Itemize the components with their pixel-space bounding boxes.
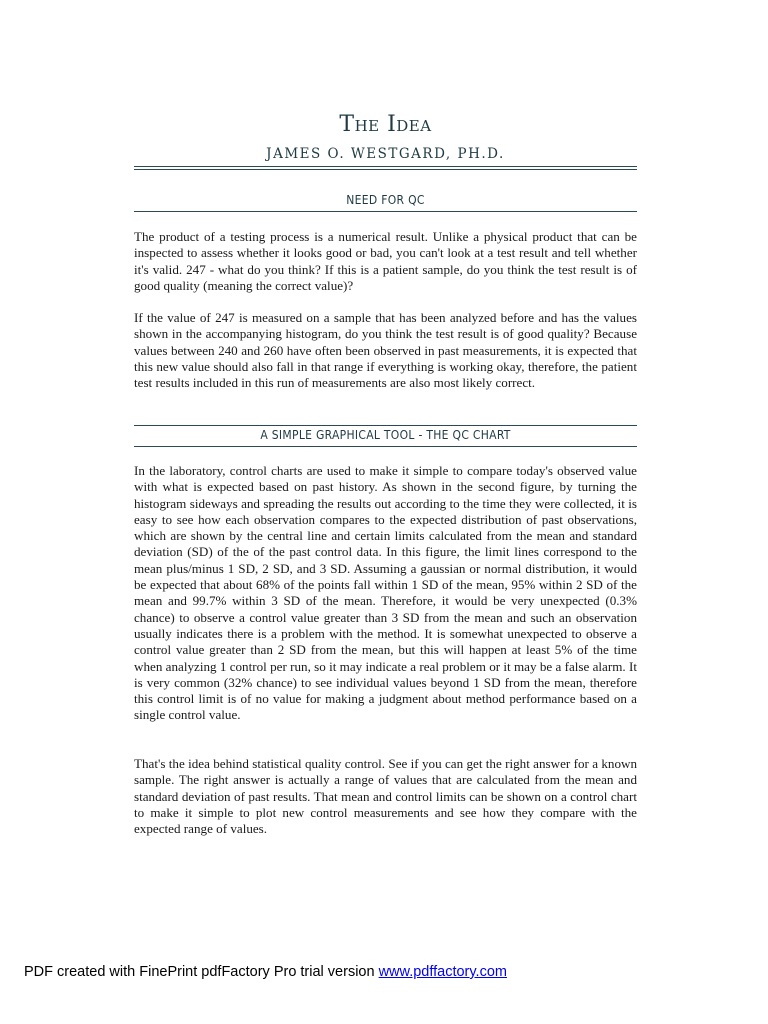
section-heading-need-for-qc: NEED FOR QC [346, 193, 425, 207]
section-heading-qc-chart: A SIMPLE GRAPHICAL TOOL - THE QC CHART [260, 428, 511, 442]
section-divider [134, 446, 637, 447]
document-author: JAMES O. WESTGARD, PH.D. [266, 146, 505, 162]
title-divider [134, 166, 637, 170]
pdf-footer [24, 964, 507, 980]
paragraph-qc-chart-1: In the laboratory, control charts are used to make it simple to compare today's observed value with what is expected based on past history. As shown in the second figure, by turning the histogram sideways and spreading the results out according to the time they were collected, it is easy to see how each observation compares to the expected distribution of past observations, which are shown by the central line and certain limits calculated from the mean and standard deviation (SD) of the of the past control data. In this figure, the limit lines correspond to the mean plus/minus 1 SD, 2 SD, and 3 SD. Assuming a gaussian or normal distribution, it would be expected that about 68% of the points fall within 1 SD of the mean, 95% within 2 SD of the mean and 99.7% within 3 SD of the mean. Therefore, it would be very unexpected (0.3% chance) to observe a control value greater than 3 SD from the mean and such an observation usually indicates there is a problem with the method. It is somewhat unexpected to observe a control value greater than 2 SD from the mean, but this will happen at least 5% of the time when analyzing 1 control per run, so it may indicate a real problem or it may be a false alarm. It is very common (32% chance) to see individual values beyond 1 SD from the mean, therefore this control limit is of no value for making a judgment about method performance based on a single control value. [134, 463, 637, 723]
footer-link[interactable]: www.pdffactory.com [378, 964, 507, 980]
footer-text: PDF created with FinePrint pdfFactory Pro trial version [24, 964, 379, 980]
paragraph-qc-chart-2: That's the idea behind statistical quality control. See if you can get the right answer for a known sample. The right answer is actually a range of values that are calculated from the mean and standard deviation of past results. That mean and control limits can be shown on a control chart to make it simple to plot new control measurements and see how they compare with the expected range of values. [134, 756, 637, 837]
paragraph-need-for-qc-2: If the value of 247 is measured on a sample that has been analyzed before and has the values shown in the accompanying histogram, do you think the test result is of good quality? Because values between 240 and 260 have often been observed in past measurements, it is expected that this new value should also fall in that range if everything is working okay, therefore, the patient test results included in this run of measurements are also most likely correct. [134, 310, 637, 391]
section-divider [134, 425, 637, 426]
section-divider [134, 211, 637, 212]
paragraph-need-for-qc-1: The product of a testing process is a numerical result. Unlike a physical product that can be inspected to assess whether it looks good or bad, you can't look at a test result and tell whether it's valid. 247 - what do you think? If this is a patient sample, do you think the test result is of good quality (meaning the correct value)? [134, 229, 637, 293]
document-title: The Idea [339, 112, 432, 137]
